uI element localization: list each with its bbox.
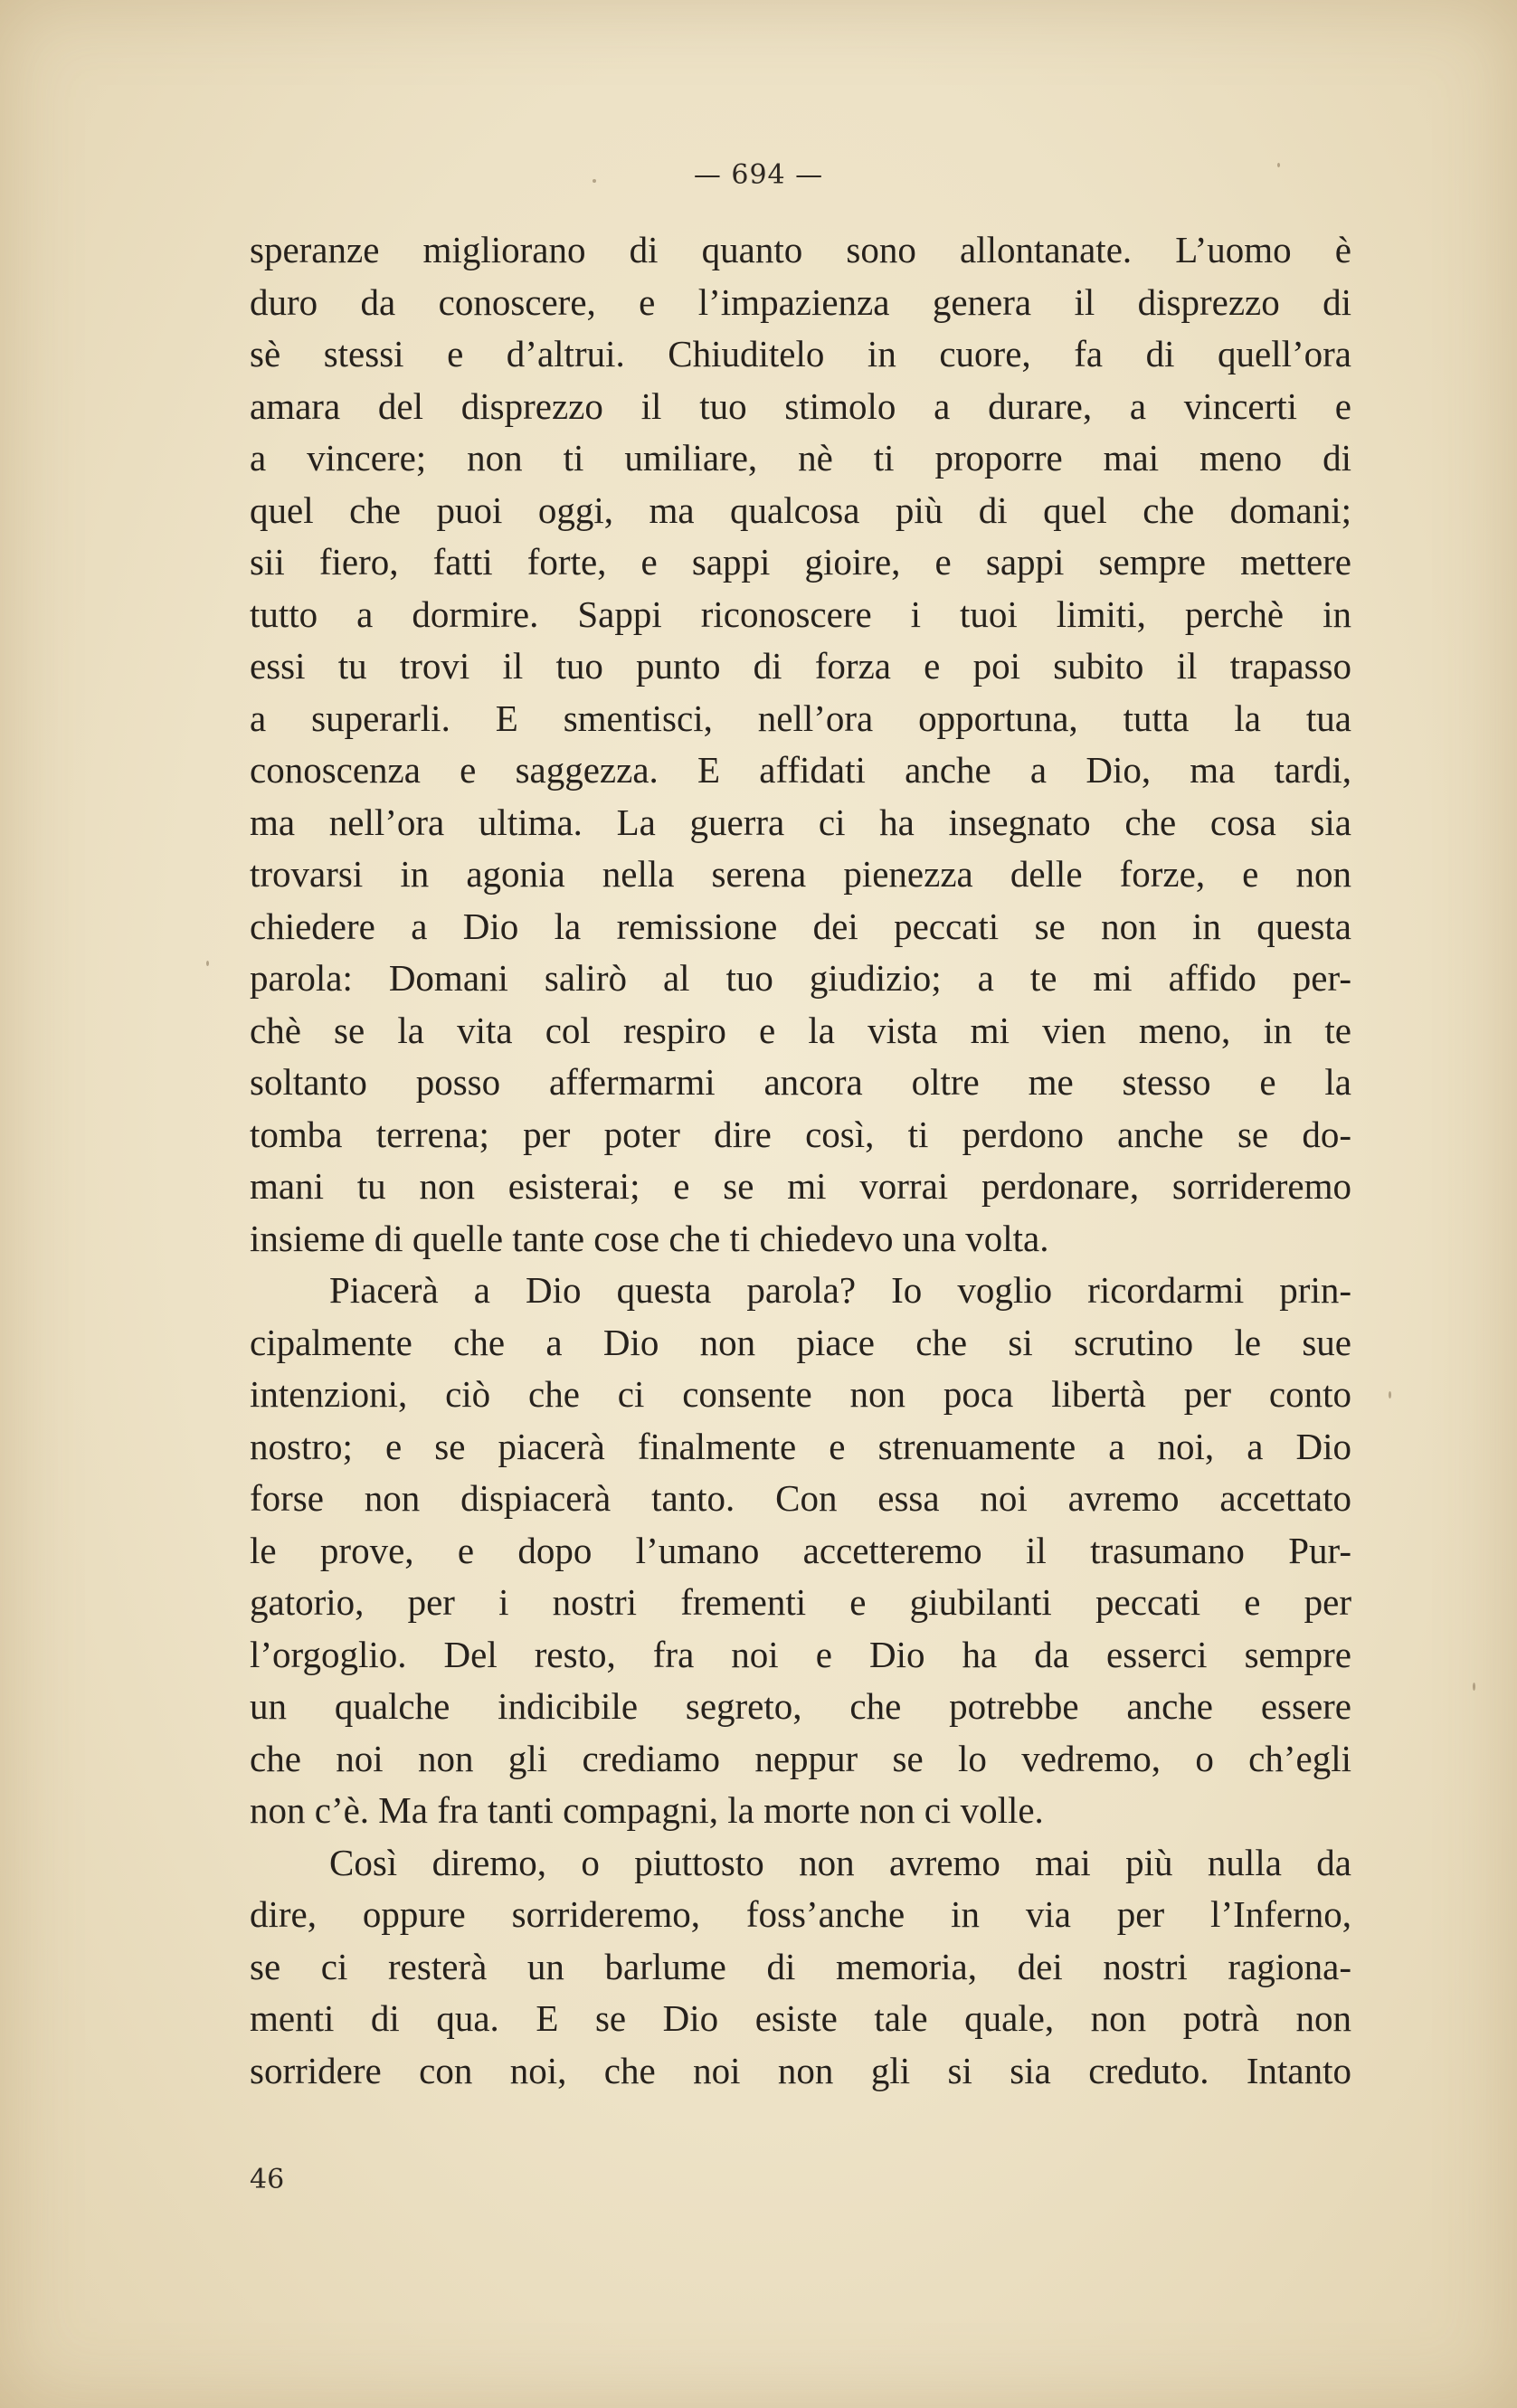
paper-speck — [1473, 1683, 1475, 1691]
text-line: non c’è. Ma fra tanti compagni, la morte non ci volle. — [250, 1789, 1044, 1831]
text-line: l’orgoglio. Del resto, fra noi e Dio ha da esserci sempre — [250, 1633, 1351, 1675]
text-line: chè se la vita col respiro e la vista mi vien meno, in te — [250, 1009, 1351, 1051]
text-line: duro da conoscere, e l’impazienza genera il disprezzo di — [250, 280, 1351, 323]
text-line: chiedere a Dio la remissione dei peccati se non in questa — [250, 905, 1351, 947]
text-line: amara del disprezzo il tuo stimolo a durare, a vincerti e — [250, 384, 1351, 427]
text-line: a vincere; non ti umiliare, nè ti proporre mai meno di — [250, 437, 1351, 479]
text-line: intenzioni, ciò che ci consente non poca libertà per conto — [250, 1373, 1351, 1415]
text-line: tutto a dormire. Sappi riconoscere i tuoi limiti, perchè in — [250, 593, 1351, 635]
body-text — [250, 224, 1351, 2097]
signature-mark: 46 — [250, 2164, 285, 2195]
page-number-header: — 694 — — [693, 159, 824, 191]
text-line: tomba terrena; per poter dire così, ti perdono anche se do- — [250, 1113, 1351, 1155]
text-line: speranze migliorano di quanto sono allontanate. L’uomo è — [250, 229, 1351, 270]
text-line: gatorio, per i nostri frementi e giubilanti peccati e per — [250, 1581, 1351, 1623]
text-line: insieme di quelle tante cose che ti chiedevo una volta. — [250, 1217, 1049, 1259]
text-line: Piacerà a Dio questa parola? Io voglio ricordarmi prin- — [329, 1269, 1351, 1311]
text-line: mani tu non esisterai; e se mi vorrai perdonare, sorrideremo — [250, 1165, 1351, 1207]
paper-speck — [593, 179, 596, 183]
text-line: soltanto posso affermarmi ancora oltre me stesso e la — [250, 1061, 1351, 1103]
text-line: menti di qua. E se Dio esiste tale quale, non potrà non — [250, 1997, 1351, 2039]
text-line: un qualche indicibile segreto, che potrebbe anche essere — [250, 1685, 1351, 1727]
text-line: cipalmente che a Dio non piace che si scrutino le sue — [250, 1321, 1351, 1363]
text-line: essi tu trovi il tuo punto di forza e poi subito il trapasso — [250, 645, 1351, 687]
text-line: dire, oppure sorrideremo, foss’anche in via per l’Inferno, — [250, 1893, 1351, 1935]
text-line: le prove, e dopo l’umano accetteremo il trasumano Pur- — [250, 1529, 1351, 1571]
text-line: trovarsi in agonia nella serena pienezza delle forze, e non — [250, 853, 1351, 895]
text-line: sii fiero, fatti forte, e sappi gioire, e sappi sempre mettere — [250, 541, 1351, 583]
paper-speck — [1389, 1391, 1391, 1398]
paper-speck — [1277, 163, 1280, 167]
text-line: quel che puoi oggi, ma qualcosa più di quel che domani; — [250, 488, 1351, 531]
text-line: conoscenza e saggezza. E affidati anche a Dio, ma tardi, — [250, 749, 1351, 791]
text-line: sè stessi e d’altrui. Chiuditelo in cuore, fa di quell’ora — [250, 333, 1351, 374]
text-line: che noi non gli crediamo neppur se lo vedremo, o ch’egli — [250, 1737, 1351, 1779]
text-line: parola: Domani salirò al tuo giudizio; a te mi affido per- — [250, 957, 1351, 999]
text-line: ma nell’ora ultima. La guerra ci ha insegnato che cosa sia — [250, 801, 1351, 843]
text-line: a superarli. E smentisci, nell’ora opportuna, tutta la tua — [250, 697, 1351, 739]
text-line: Così diremo, o piuttosto non avremo mai più nulla da — [329, 1841, 1351, 1883]
paper-speck — [206, 961, 209, 966]
text-line: sorridere con noi, che noi non gli si sia creduto. Intanto — [250, 2049, 1351, 2091]
text-line: se ci resterà un barlume di memoria, dei nostri ragiona- — [250, 1945, 1351, 1987]
text-line: nostro; e se piacerà finalmente e strenuamente a noi, a Dio — [250, 1425, 1351, 1467]
text-line: forse non dispiacerà tanto. Con essa noi avremo accettato — [250, 1477, 1351, 1519]
